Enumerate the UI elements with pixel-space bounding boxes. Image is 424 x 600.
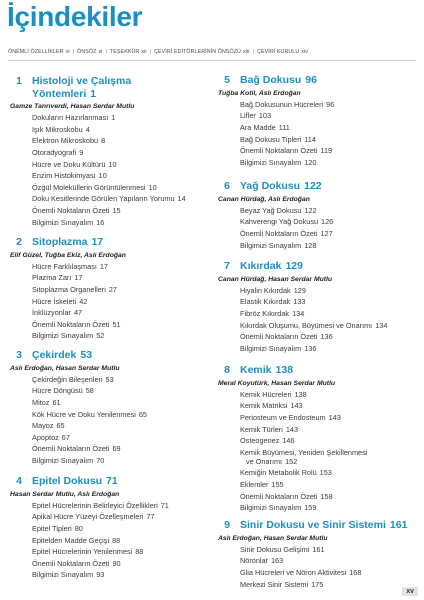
toc-entry-title: Önemli Noktaların Özeti <box>240 228 318 238</box>
toc-entry <box>32 330 206 342</box>
toc-entry-title: Mitoz <box>32 397 50 407</box>
chapter-page: 17 <box>91 236 104 248</box>
toc-entry-title: Kemik Matriksi <box>240 401 288 411</box>
chapter-header <box>8 75 206 100</box>
toc-entry-title: Kahverengi Yağ Dokusu <box>240 217 319 227</box>
chapter-block <box>216 519 416 590</box>
toc-entry-page: 152 <box>285 456 298 466</box>
toc-entry <box>32 569 206 581</box>
toc-entry-page: 111 <box>278 122 290 132</box>
toc-entry-page: 119 <box>320 146 333 156</box>
toc-entry-title: Kemiğin Metabolik Rolü <box>240 468 317 478</box>
front-matter-page: xiii <box>242 49 250 55</box>
toc-entry <box>32 135 206 147</box>
toc-entry <box>240 133 416 145</box>
toc-column-right <box>216 0 416 600</box>
toc-entry-title: Bilgimizi Sınayalım <box>240 343 302 353</box>
toc-entry <box>32 385 206 397</box>
toc-entry <box>240 446 416 467</box>
toc-entry-page: 136 <box>320 332 333 342</box>
toc-entry <box>32 408 206 420</box>
toc-entry-page: 58 <box>85 386 94 396</box>
toc-entry-page: 80 <box>74 523 83 533</box>
toc-entry-page: 134 <box>375 320 388 330</box>
chapter-title: Histoloji ve Çalışma Yöntemleri <box>32 75 132 100</box>
toc-entry-page: 71 <box>160 500 169 510</box>
toc-entry-page: 120 <box>304 157 317 167</box>
chapter-authors: Elif Güzel, Tuğba Ekiz, Aslı Erdoğan <box>10 251 126 259</box>
chapter-entries <box>216 205 416 251</box>
toc-entry-page: 42 <box>79 296 88 306</box>
chapter-header <box>216 74 416 87</box>
front-matter-page: xiv <box>301 49 309 55</box>
toc-entry <box>32 284 206 296</box>
toc-entry <box>240 342 416 354</box>
toc-entry-title: Hücre Döngüsü <box>32 386 83 396</box>
toc-entry-title: Hiyalin Kıkırdak <box>240 285 291 295</box>
toc-entry-title: Glia Hücreleri ve Nöron Aktivitesi <box>240 567 347 577</box>
toc-entry-page: 17 <box>99 261 108 271</box>
chapter-title: Sitoplazma <box>32 236 88 248</box>
toc-entry-page: 51 <box>112 319 121 329</box>
chapter-title: Epitel Dokusu <box>32 475 103 487</box>
toc-entry <box>240 99 416 111</box>
toc-entry <box>240 567 416 579</box>
toc-entry <box>32 318 206 330</box>
toc-entry <box>32 295 206 307</box>
chapter-header <box>216 519 416 532</box>
toc-entry <box>240 145 416 157</box>
toc-entry-page: 153 <box>319 468 332 478</box>
chapter-heading <box>32 475 118 488</box>
chapter-entries <box>8 261 206 342</box>
chapter-number: 5 <box>224 74 230 86</box>
chapter-header <box>216 260 416 273</box>
toc-entry-title: Ara Madde <box>240 122 276 132</box>
chapter-page: 122 <box>304 180 322 192</box>
toc-entry-page: 15 <box>112 206 121 216</box>
toc-entry <box>32 374 206 386</box>
chapter-page: 71 <box>106 475 118 487</box>
toc-entry-title: Bilgimizi Sınayalım <box>240 240 302 250</box>
toc-entry-page: 103 <box>258 111 272 121</box>
toc-entry <box>32 147 206 159</box>
toc-entry-page: 158 <box>320 491 333 501</box>
toc-entry-title: Önemli Noktaların Özeti <box>240 146 318 156</box>
toc-entry-title: Kök Hücre ve Doku Yenilenmesi <box>32 409 136 419</box>
chapter-entries <box>8 374 206 467</box>
chapter-authors: Canan Hürdağ, Aslı Erdoğan <box>218 195 310 203</box>
toc-entry-title: Bilgimizi Sınayalım <box>32 570 94 580</box>
chapter-header <box>8 475 206 488</box>
toc-entry <box>32 193 206 205</box>
toc-entry-title: Merkezi Sinir Sistemi <box>240 579 309 589</box>
toc-entry-title: Bağ Dokusunun Hücreleri <box>240 99 324 109</box>
chapter-header <box>8 349 206 362</box>
front-matter-label: TEŞEKKÜR <box>109 49 140 55</box>
chapter-title: Yağ Dokusu <box>240 180 301 192</box>
chapter-page: 1 <box>90 87 97 100</box>
toc-entry <box>32 124 206 136</box>
toc-entry-page: 14 <box>177 194 186 204</box>
chapter-authors: Aslı Erdoğan, Hasan Serdar Mutlu <box>10 364 120 372</box>
chapter-authors: Aslı Erdoğan, Hasan Serdar Mutlu <box>218 534 328 542</box>
front-matter-page: xi <box>98 49 103 55</box>
toc-entry-title: Hücre ve Doku Kültürü <box>32 159 106 169</box>
toc-entry <box>32 500 206 512</box>
toc-entry-title: Dokuların Hazırlanması <box>32 113 109 123</box>
toc-entry <box>32 205 206 217</box>
toc-entry-title: Bilgimizi Sınayalım <box>240 503 302 513</box>
chapter-number: 1 <box>16 75 22 87</box>
toc-entry-page: 159 <box>304 503 317 513</box>
toc-entry-page: 143 <box>290 401 303 411</box>
chapter-heading <box>240 74 317 87</box>
toc-entry <box>240 389 416 401</box>
toc-entry-title: Hücre Farklılaşması <box>32 261 97 271</box>
toc-entry-title: Özgül Moleküllerin Görüntülenmesi <box>32 182 146 192</box>
chapter-block <box>8 236 206 342</box>
toc-entry <box>32 112 206 124</box>
toc-entry <box>240 205 416 217</box>
toc-entry <box>32 420 206 432</box>
chapter-entries <box>8 112 206 228</box>
toc-entry-title: Enzim Histokimyası <box>32 171 96 181</box>
chapter-title: Çekirdek <box>32 349 77 361</box>
toc-entry-page: 8 <box>101 136 106 146</box>
toc-entry <box>32 511 206 523</box>
toc-entry-title: Lifler <box>240 111 256 121</box>
chapter-heading <box>32 236 103 249</box>
toc-entry-page: 10 <box>108 159 117 169</box>
toc-entry-title: Mayoz <box>32 421 54 431</box>
chapter-number: 9 <box>224 519 230 531</box>
toc-entry-title: Bilgimizi Sınayalım <box>32 331 94 341</box>
toc-entry <box>32 397 206 409</box>
toc-entry-page: 143 <box>328 412 341 422</box>
toc-entry-page: 146 <box>282 436 295 446</box>
toc-entry-title: Işık Mikroskobu <box>32 124 83 134</box>
toc-entry <box>240 285 416 297</box>
chapter-heading <box>32 75 131 100</box>
chapter-title: Kıkırdak <box>240 260 282 272</box>
toc-entry-page: 16 <box>96 217 105 227</box>
toc-entry-page: 96 <box>326 99 335 109</box>
toc-entry-title: Önemli Noktaların Özeti <box>240 491 318 501</box>
toc-entry <box>32 182 206 194</box>
toc-entry-page: 127 <box>320 228 333 238</box>
toc-entry-page: 53 <box>105 374 114 384</box>
chapter-heading <box>240 180 322 193</box>
toc-entry-title: Çekirdeğin Bileşenleri <box>32 374 103 384</box>
chapter-entries <box>8 500 206 581</box>
chapter-block <box>216 260 416 354</box>
chapter-heading <box>240 519 407 532</box>
toc-entry-page: 1 <box>111 113 116 123</box>
toc-entry-page: 65 <box>56 421 65 431</box>
toc-entry <box>240 423 416 435</box>
chapter-entries <box>216 544 416 590</box>
chapter-number: 7 <box>224 260 230 272</box>
toc-entry-title: Önemli Noktaların Özeti <box>32 319 110 329</box>
toc-entry-page: 134 <box>292 308 305 318</box>
toc-entry-title: Epitel Hücrelerinin Belirleyici Özellikleri <box>32 500 158 510</box>
toc-entry-page: 69 <box>112 444 121 454</box>
toc-entry <box>32 272 206 284</box>
toc-entry-title: Epitel Tipleri <box>32 523 72 533</box>
front-matter-separator: | <box>105 49 107 55</box>
toc-entry <box>32 261 206 273</box>
toc-entry-title: Hücre İskeleti <box>32 296 77 306</box>
toc-entry <box>240 296 416 308</box>
toc-entry-title: Epitelden Madde Geçişi <box>32 535 110 545</box>
toc-entry <box>32 455 206 467</box>
toc-entry <box>32 158 206 170</box>
chapter-authors: Tuğba Kotil, Aslı Erdoğan <box>218 89 301 97</box>
chapter-authors: Gamze Tanrıverdi, Hasan Serdar Mutlu <box>10 103 135 110</box>
toc-entry-title: Beyaz Yağ Dokusu <box>240 205 302 215</box>
toc-entry <box>240 578 416 590</box>
toc-entry-title: Otoradyografi <box>32 148 77 158</box>
chapter-entries <box>216 99 416 169</box>
toc-entry-page: 4 <box>85 124 90 134</box>
toc-entry <box>240 308 416 320</box>
page-title: İçindekiler <box>7 1 143 32</box>
chapter-heading <box>32 349 92 362</box>
toc-entry <box>240 228 416 240</box>
toc-entry-title: Bilgimizi Sınayalım <box>32 455 94 465</box>
toc-entry-title: Elektron Mikroskobu <box>32 136 99 146</box>
toc-entry-page: 17 <box>74 273 83 283</box>
toc-entry-title: Sitoplazma Organelleri <box>32 284 106 294</box>
chapter-block <box>216 74 416 168</box>
toc-entry <box>240 156 416 168</box>
toc-entry <box>240 555 416 567</box>
toc-entry <box>32 216 206 228</box>
toc-entry <box>32 546 206 558</box>
toc-entry-title: Doku Kesitlerinde Görülen Yapıların Yorumu <box>32 194 175 204</box>
toc-entry-page: 47 <box>73 308 83 318</box>
toc-entry-page: 88 <box>112 535 121 545</box>
chapter-number: 6 <box>224 180 230 192</box>
toc-entry-title: İnklüzyonlar <box>32 308 71 318</box>
chapter-page: 53 <box>80 349 93 361</box>
toc-entry-page: 27 <box>108 284 117 294</box>
toc-entry-page: 155 <box>271 479 284 489</box>
toc-entry <box>240 502 416 514</box>
front-matter-label: ÖNEMLİ ÖZELLİKLER <box>8 49 64 55</box>
toc-entry <box>240 216 416 228</box>
toc-entry-title: Fibröz Kıkırdak <box>240 308 290 318</box>
toc-entry <box>240 544 416 556</box>
toc-entry-title: Eklemler <box>240 479 269 489</box>
front-matter-separator: | <box>149 49 152 55</box>
toc-entry-page: 114 <box>304 134 316 144</box>
chapter-block <box>216 180 416 251</box>
toc-entry <box>240 400 416 412</box>
toc-entry-page: 67 <box>61 432 70 442</box>
toc-entry-title: Sinir Dokusu Gelişimi <box>240 544 310 554</box>
toc-entry <box>32 307 206 319</box>
chapter-entries <box>216 389 416 514</box>
chapter-number: 4 <box>16 475 22 487</box>
chapter-page: 96 <box>305 74 317 86</box>
toc-entry-page: 138 <box>294 389 307 399</box>
front-matter-label: ÖNSÖZ <box>77 49 97 55</box>
toc-entry-title: Önemli Noktaların Özeti <box>240 332 318 342</box>
toc-entry-title: Epitel Hücrelerinin Yenilenmesi <box>32 547 133 557</box>
toc-entry-page: 136 <box>304 343 317 353</box>
toc-entry-title: Bilgimizi Sınayalım <box>32 217 94 227</box>
toc-entry <box>240 479 416 491</box>
toc-entry-title: Osteogenez <box>240 436 280 446</box>
toc-entry-page: 10 <box>148 182 157 192</box>
toc-entry-title: Apoptoz <box>32 432 59 442</box>
chapter-block <box>8 75 206 228</box>
front-matter-page: vi <box>65 49 70 55</box>
toc-entry-page: 133 <box>293 297 306 307</box>
toc-entry-page: 128 <box>304 240 317 250</box>
toc-entry <box>32 534 206 546</box>
chapter-number: 2 <box>16 236 22 248</box>
chapter-page: 129 <box>285 260 303 272</box>
chapter-heading <box>240 260 303 273</box>
chapter-authors: Hasan Serdar Mutlu, Aslı Erdoğan <box>10 490 120 498</box>
toc-entry-page: 161 <box>312 544 325 554</box>
toc-entry-title: Bağ Dokusu Tipleri <box>240 134 302 144</box>
toc-entry-title: Nöronlar <box>240 556 268 566</box>
toc-entry-title: Önemli Noktaların Özeti <box>32 206 110 216</box>
toc-entry <box>32 523 206 535</box>
chapter-block <box>216 364 416 513</box>
front-matter-label: ÇEVİRİ EDİTÖRLERİNİN ÖNSÖZÜ <box>154 49 241 55</box>
toc-entry-page: 168 <box>349 567 362 577</box>
toc-entry-title: Kemik Türleri <box>240 424 283 434</box>
toc-entry-page: 88 <box>135 547 144 557</box>
chapter-title: Sinir Dokusu ve Sinir Sistemi <box>240 519 386 531</box>
toc-entry <box>32 431 206 443</box>
toc-entry-page: 93 <box>96 570 105 580</box>
chapter-authors: Meral Koyutürk, Hasan Serdar Mutlu <box>218 379 336 387</box>
front-matter-page: xii <box>141 49 147 55</box>
chapter-authors: Canan Hürdağ, Hasan Serdar Mutlu <box>218 275 333 283</box>
toc-entry <box>32 443 206 455</box>
toc-entry-title: Apikal Hücre Yüzeyi Özelleşmeleri <box>32 512 144 522</box>
toc-entry-title: Önemli Noktaların Özeti <box>32 558 110 568</box>
toc-entry-page: 122 <box>304 205 317 215</box>
chapter-block <box>8 475 206 581</box>
chapter-title: Kemik <box>240 364 272 376</box>
page-number: xv <box>402 587 418 596</box>
front-matter-separator: | <box>72 49 75 55</box>
toc-entry <box>32 557 206 569</box>
chapter-heading <box>240 364 293 377</box>
toc-entry <box>240 122 416 134</box>
toc-entry-page: 61 <box>52 397 61 407</box>
toc-entry-title: Kemik Büyümesi, Yeniden Şekillenmesi ve Onarımı <box>240 447 368 466</box>
toc-entry-page: 9 <box>79 148 84 158</box>
toc-entry-title: Önemli Noktaların Özeti <box>32 444 110 454</box>
toc-entry-page: 70 <box>96 455 105 465</box>
toc-entry-page: 126 <box>321 217 334 227</box>
chapter-block <box>8 349 206 466</box>
toc-entry-title: Periosteum ve Endosteum <box>240 412 326 422</box>
front-matter-separator: | <box>252 49 255 55</box>
toc-entry-page: 163 <box>270 556 284 566</box>
chapter-title: Bağ Dokusu <box>240 74 302 86</box>
chapter-header <box>216 364 416 377</box>
toc-entry-title: Kemik Hücreleri <box>240 389 292 399</box>
toc-entry-page: 129 <box>293 285 306 295</box>
toc-entry-page: 77 <box>146 512 155 522</box>
toc-entry <box>240 110 416 122</box>
toc-entry-page: 143 <box>285 424 299 434</box>
toc-entry-title: Kıkırdak Oluşumu, Büyümesi ve Onarımı <box>240 320 373 330</box>
chapter-number: 3 <box>16 349 22 361</box>
toc-entry-page: 65 <box>138 409 147 419</box>
chapter-header <box>8 236 206 249</box>
toc-entry-page: 10 <box>98 171 107 181</box>
toc-column-left <box>8 0 206 600</box>
toc-entry-page: 52 <box>96 331 105 341</box>
toc-entry <box>32 170 206 182</box>
chapter-entries <box>216 285 416 355</box>
toc-entry-title: Elastik Kıkırdak <box>240 297 291 307</box>
chapter-header <box>216 180 416 193</box>
chapter-page: 138 <box>275 364 294 376</box>
toc-entry <box>240 239 416 251</box>
toc-entry <box>240 331 416 343</box>
chapter-page: 161 <box>389 519 408 531</box>
chapter-number: 8 <box>224 364 230 376</box>
toc-entry <box>240 490 416 502</box>
toc-entry <box>240 435 416 447</box>
toc-entry-page: 175 <box>311 579 324 589</box>
toc-entry <box>240 412 416 424</box>
toc-entry-title: Bilgimizi Sınayalım <box>240 157 302 167</box>
toc-entry-title: Plazma Zarı <box>32 273 72 283</box>
toc-entry <box>240 319 416 331</box>
front-matter-label: ÇEVİRİ KURULU <box>257 49 300 55</box>
toc-entry-page: 90 <box>112 558 121 568</box>
toc-entry <box>240 467 416 479</box>
